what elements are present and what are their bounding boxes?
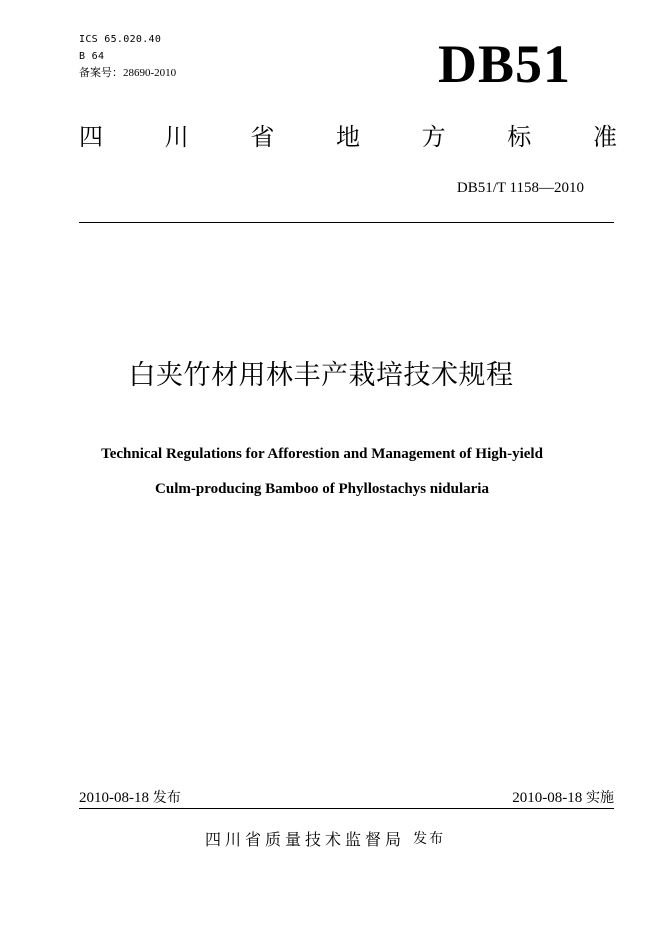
standard-type-char: 准: [592, 123, 617, 151]
implementation-date-line: [512, 789, 614, 807]
issue-label: 发布: [152, 790, 181, 806]
title-english-line-2: Culm-producing Bamboo of Phyllostachys nidularia: [155, 481, 489, 497]
title-chinese: 白夹竹材用林丰产栽培技术规程: [128, 360, 514, 391]
standard-type-heading: [79, 122, 617, 152]
standard-code-logo: DB51: [438, 34, 572, 94]
issue-date: 2010-08-18: [79, 790, 149, 806]
issuer-suffix: 发布: [413, 831, 445, 847]
bottom-divider: [79, 808, 614, 809]
filing-number: 备案号：28690-2010: [79, 67, 177, 79]
standard-type-char: 地: [335, 123, 360, 151]
standard-type-char: 川: [164, 123, 189, 151]
implementation-date: 2010-08-18: [512, 790, 583, 806]
issuer-line: [0, 829, 662, 852]
ics-code: ICS 65.020.40: [79, 34, 162, 45]
standard-type-char: 标: [507, 123, 532, 151]
standard-number: DB51/T 1158—2010: [456, 180, 584, 196]
standard-type-char: 四: [79, 123, 103, 151]
standard-type-char: 方: [421, 123, 446, 151]
standard-type-char: 省: [250, 123, 275, 151]
title-english-line-1: Technical Regulations for Afforestion and Management of High-yield: [101, 446, 543, 462]
implementation-label: 实施: [586, 790, 614, 806]
issuer-name: 四川省质量技术监督局: [204, 830, 405, 849]
top-divider: [79, 222, 614, 223]
classification-code: B 64: [79, 51, 105, 62]
issue-date-line: [79, 789, 181, 807]
